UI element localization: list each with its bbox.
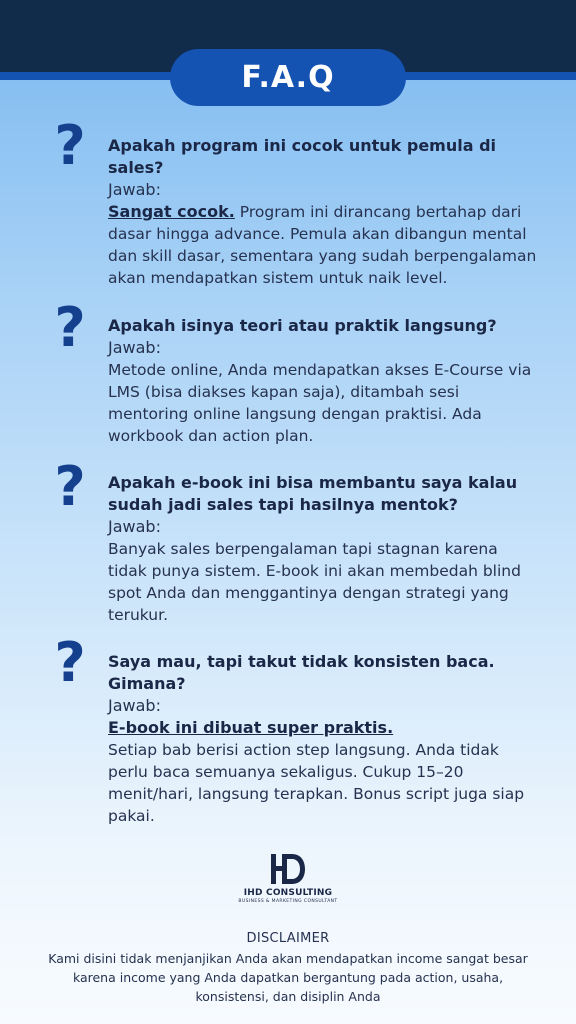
- faq-answer-label: Jawab:: [108, 338, 161, 357]
- question-mark-icon: ?: [54, 631, 86, 694]
- faq-answer: Banyak sales berpengalaman tapi stagnan karena tidak punya sistem. E-book ini akan membedah blind spot Anda dan menggantinya dengan strategi yang terukur.: [108, 540, 521, 624]
- question-mark-icon: ?: [54, 114, 86, 177]
- answer-text: Setiap bab berisi action step langsung. Anda tidak perlu baca semuanya sekaligus. Cukup 15–20 menit/hari, langsung terapkan. Bonus script juga siap pakai.: [108, 741, 525, 825]
- faq-answer-label: Jawab:: [108, 180, 161, 199]
- disclaimer-text: Kami disini tidak menjanjikan Anda akan mendapatkan income sangat besar karena income yang Anda dapatkan bergantung pada action, usaha, konsistensi, dan disiplin Anda: [48, 951, 528, 1004]
- faq-answer-label: Jawab:: [108, 696, 161, 715]
- ihd-logo-icon: [268, 852, 308, 886]
- disclaimer: [40, 931, 536, 1006]
- question-mark-icon: ?: [54, 296, 86, 359]
- answer-highlight: E-book ini dibuat super praktis.: [108, 718, 394, 737]
- page-title: F.A.Q: [170, 49, 406, 106]
- faq-question: Apakah program ini cocok untuk pemula di sales?: [108, 136, 497, 177]
- answer-highlight: Sangat cocok.: [108, 202, 235, 221]
- brand-name: IHD CONSULTING: [243, 888, 333, 898]
- brand-logo: [0, 852, 576, 904]
- faq-question: Apakah e-book ini bisa membantu saya kalau sudah jadi sales tapi hasilnya mentok?: [108, 473, 518, 514]
- disclaimer-title: DISCLAIMER: [246, 931, 330, 946]
- faq-question: Apakah isinya teori atau praktik langsung?: [108, 316, 497, 335]
- faq-question: Saya mau, tapi takut tidak konsisten baca. Gimana?: [108, 652, 495, 693]
- faq-answer: [108, 201, 538, 289]
- faq-answer: [108, 717, 538, 827]
- brand-tagline: BUSINESS & MARKETING CONSULTANT: [238, 899, 338, 904]
- faq-answer-label: Jawab:: [108, 517, 161, 536]
- faq-answer: Metode online, Anda mendapatkan akses E-Course via LMS (bisa diakses kapan saja), ditambah sesi mentoring online langsung dengan praktisi. Ada workbook dan action plan.: [108, 361, 532, 445]
- answer-text: Program ini dirancang bertahap dari dasar hingga advance. Pemula akan dibangun mental dan skill dasar, sementara yang sudah berpengalaman akan mendapatkan sistem untuk naik level.: [108, 203, 537, 287]
- question-mark-icon: ?: [54, 455, 86, 518]
